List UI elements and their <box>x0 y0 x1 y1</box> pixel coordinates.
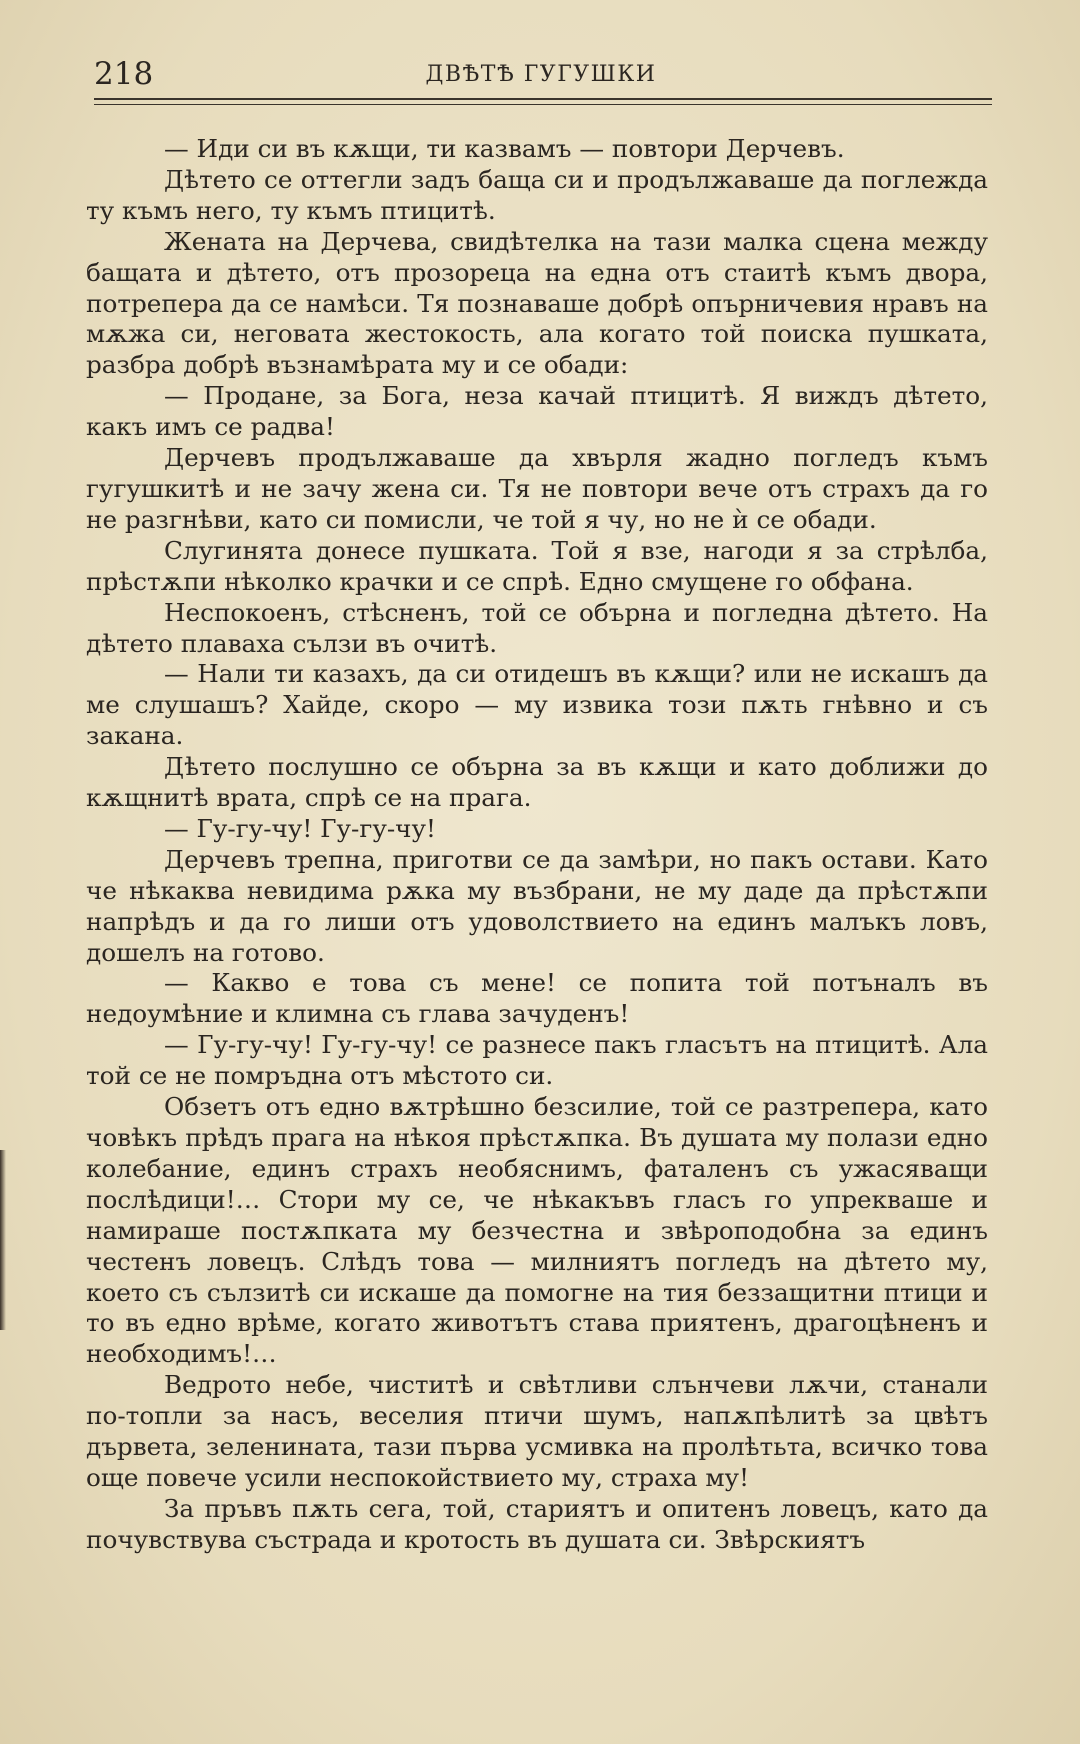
paragraph: — Гу-гу-чу! Гу-гу-чу! <box>164 813 436 843</box>
running-title: ДВѢТѢ ГУГУШКИ <box>425 62 657 87</box>
paragraph: Обзетъ отъ едно вѫтрѣшно безсилие, той се разтрепера, като човѣкъ прѣдъ прага на нѣкоя прѣстѫпка. Въ душата му полази едно колебание, единъ страхъ необяснимъ, фаталенъ съ ужасяващи послѣдици!… Стори му се, че нѣкакъвъ гласъ го упрекваше и намираше постѫпката му безчестна и звѣроподобна за единъ честенъ ловецъ. Слѣдъ това — милниятъ погледъ на дѣтето му, което съ сълзитѣ си искаше да помогне на тия беззащитни птици и то въ едно врѣме, когато животътъ става приятенъ, драгоцѣненъ и необходимъ!… <box>86 1092 988 1369</box>
paragraph: — Иди си въ кѫщи, ти казвамъ — повтори Дерчевъ. <box>164 134 845 163</box>
paragraph: За пръвъ пѫть сега, той, стариятъ и опитенъ ловецъ, като да почувствува състрада и кротость въ душата си. Звѣрскиятъ <box>86 1493 988 1554</box>
paragraph: Жената на Дерчева, свидѣтелка на тази малка сцена между бащата и дѣтето, отъ прозореца на една отъ стаитѣ къмъ двора, потрепера да се намѣси. Тя познаваше добрѣ опърничевия нравъ на мѫжа си, неговата жестокость, ала когато той поиска пушката, разбра добрѣ възнамѣрата му и се обади: <box>86 226 988 380</box>
header-rule-bottom <box>94 104 992 105</box>
paragraph: — Продане, за Бога, неза качай птицитѣ. Я виждъ дѣтето, какъ имъ се радва! <box>86 381 988 442</box>
paragraph: Неспокоенъ, стѣсненъ, той се обърна и погледна дѣтето. На дѣтето плаваха сълзи въ очитѣ. <box>86 597 988 658</box>
paragraph: Дѣтето се оттегли задъ баща си и продължаваше да поглежда ту къмъ него, ту къмъ птицитѣ. <box>86 164 988 225</box>
paragraph: Дерчевъ трепна, приготви се да замѣри, но пакъ остави. Като че нѣкаква невидима рѫка му възбрани, не му даде да прѣстѫпи напрѣдъ и да го лиши отъ удоволствието на единъ малъкъ ловъ, дошелъ на готово. <box>86 844 988 967</box>
header-rule-top <box>94 98 992 100</box>
paragraph: Ведрото небе, чиститѣ и свѣтливи слънчеви лѫчи, станали по-топли за насъ, веселия птичи шумъ, напѫпѣлитѣ за цвѣтъ дървета, зеленината, тази първа усмивка на пролѣтьта, всичко това още повече усили неспокойствието му, страха му! <box>86 1370 988 1492</box>
page-number: 218 <box>94 56 154 92</box>
body-text <box>86 134 988 1556</box>
paragraph: Слугинята донесе пушката. Той я взе, нагоди я за стрѣлба, прѣстѫпи нѣколко крачки и се спрѣ. Едно смущене го обфана. <box>86 535 988 596</box>
paragraph: Дѣтето послушно се обърна за въ кѫщи и като доближи до кѫщнитѣ врата, спрѣ се на прага. <box>86 752 988 813</box>
page-header <box>94 56 988 96</box>
paragraph: — Гу-гу-чу! Гу-гу-чу! се разнесе пакъ гласътъ на птицитѣ. Ала той се не помръдна отъ мѣстото си. <box>86 1030 988 1091</box>
binding-shadow <box>0 1150 6 1330</box>
paragraph: Дерчевъ продължаваше да хвърля жадно погледъ къмъ гугушкитѣ и не зачу жена си. Тя не повтори вече отъ страхъ да го не разгнѣви, като си помисли, че той я чу, но не ѝ се обади. <box>86 443 988 534</box>
paragraph: — Какво е това съ мене! се попита той потъналъ въ недоумѣние и климна съ глава зачуденъ! <box>86 968 988 1029</box>
paragraph: — Нали ти казахъ, да си отидешъ въ кѫщи? или не искашъ да ме слушашъ? Хайде, скоро — му извика този пѫть гнѣвно и съ закана. <box>86 659 988 751</box>
